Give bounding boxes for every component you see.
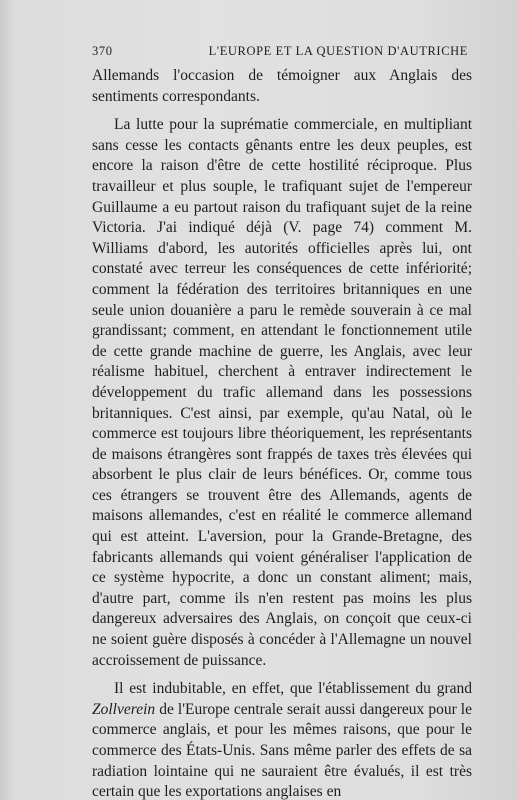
running-title: L'EUROPE ET LA QUESTION D'AUTRICHE: [208, 44, 468, 58]
page-number: 370: [92, 44, 113, 58]
zollverein-italic: Zollverein: [92, 700, 156, 718]
paragraph-commercial-rivalry: La lutte pour la suprématie commerciale, en multipliant sans cesse les contacts gênants entre les deux peuples, est encore la raison d'être de cette hostilité réciproque. Plus travailleur et plus souple, le trafiquant sujet de l'empereur Guillaume a eu partout raison du trafiquant sujet de la reine Victoria. J'ai indiqué déjà (V. page 74) comment M. Williams d'abord, les autorités officielles après lui, ont constaté avec terreur les conséquences de cette infériorité; comment la fédération des territoires britanniques en une seule union douanière a paru le remède souverain à ce mal grandissant; comment, en attendant le fonctionnement utile de cette grande machine de guerre, les Anglais, avec leur réalisme habituel, cherchent à entraver indirectement le développement du trafic allemand dans les possessions britanniques. C'est ainsi, par exemple, qu'au Natal, où le commerce est toujours libre théoriquement, les représentants de maisons étrangères sont frappés de taxes très élevées qui absorbent le plus clair de leurs bénéfices. Or, comme tous ces étrangers se trouvent être des Allemands, agents de maisons allemandes, c'est en réalité le commerce allemand qui est atteint. L'aversion, pour la Grande-Bretagne, des fabricants allemands qui voient généraliser l'application de ce système hypocrite, a donc un constant aliment; mais, d'autre part, comme ils n'en restent pas moins les plus dangereux adversaires des Anglais, on conçoit que ceux-ci ne soient guère disposés à concéder à l'Allemagne un nouvel accroissement de puissance.: [92, 116, 472, 669]
paragraph-continued: Allemands l'occasion de témoigner aux Anglais des sentiments correspondants.: [92, 67, 472, 105]
body-text: [92, 66, 472, 800]
page-header: [92, 44, 476, 58]
paragraph-zollverein: [92, 679, 472, 800]
paragraph-zollverein-end: de l'Europe centrale serait aussi dangereux pour le commerce anglais, et pour les mêmes raisons, que pour le commerce des États-Unis. Sans même parler des effets de sa radiation lointaine qui ne sauraient être évalués, il est très certain que les exportations anglaises en: [92, 700, 472, 800]
paragraph-zollverein-start: Il est indubitable, en effet, que l'établissement du grand: [114, 680, 472, 698]
